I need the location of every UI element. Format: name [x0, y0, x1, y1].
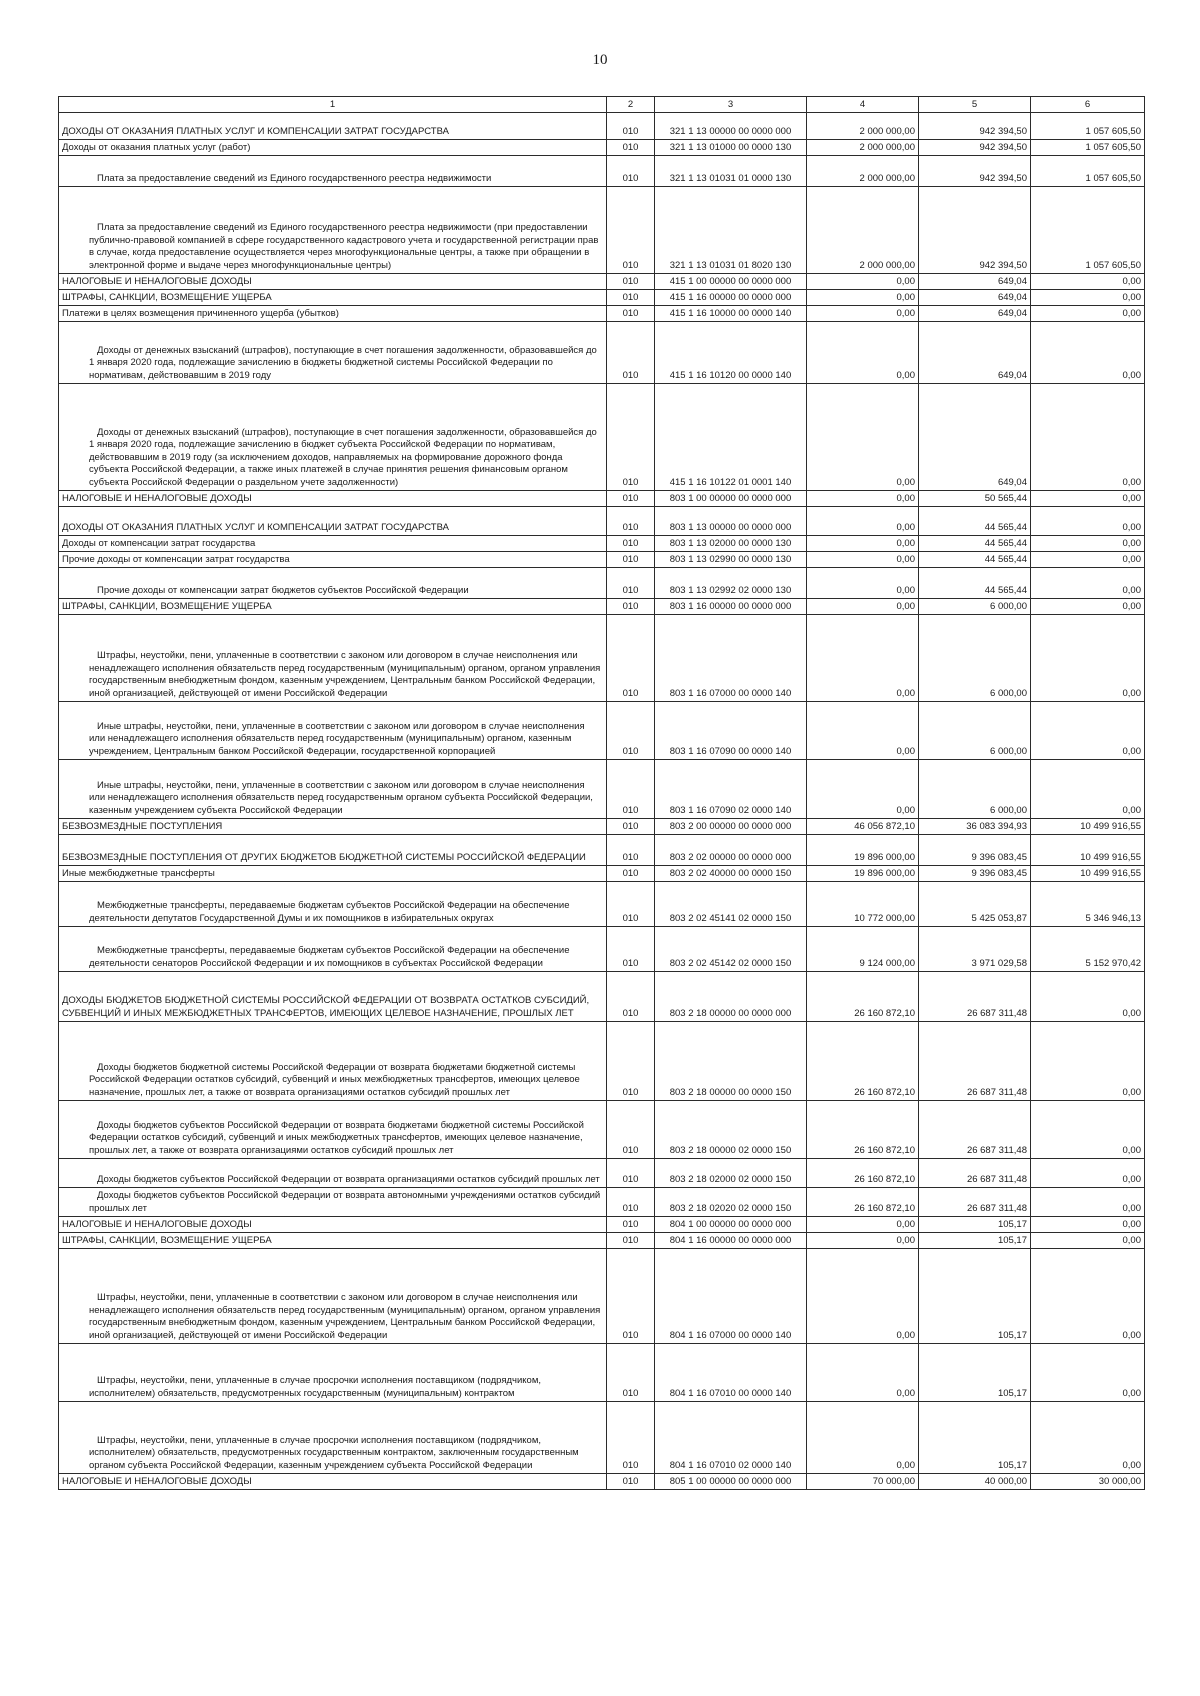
row-approved-amount: 0,00	[807, 491, 919, 507]
row-line-code: 010	[607, 1188, 655, 1217]
row-executed-amount: 26 687 311,48	[919, 1101, 1031, 1159]
table-row	[59, 384, 1145, 491]
row-executed-amount: 649,04	[919, 290, 1031, 306]
table-row	[59, 927, 1145, 972]
row-executed-amount: 44 565,44	[919, 507, 1031, 536]
row-name: Штрафы, неустойки, пени, уплаченные в соответствии с законом или договором в случае неисполнения или ненадлежащего исполнения обязательств перед государственным (муниципальным) органом, органом управления государственным внебюджетным фондом, казенным учреждением, Центральным банком Российской Федерации, иной организацией, действующей от имени Российской Федерации	[59, 615, 607, 702]
row-approved-amount: 0,00	[807, 599, 919, 615]
row-executed-amount: 26 687 311,48	[919, 972, 1031, 1022]
row-line-code: 010	[607, 306, 655, 322]
row-unexecuted-amount: 0,00	[1031, 702, 1145, 760]
row-line-code: 010	[607, 536, 655, 552]
row-budget-code: 804 1 16 00000 00 0000 000	[655, 1233, 807, 1249]
row-budget-code: 804 1 16 07000 00 0000 140	[655, 1249, 807, 1344]
row-line-code: 010	[607, 615, 655, 702]
row-budget-code: 803 1 13 00000 00 0000 000	[655, 507, 807, 536]
table-row	[59, 306, 1145, 322]
row-name: ШТРАФЫ, САНКЦИИ, ВОЗМЕЩЕНИЕ УЩЕРБА	[59, 599, 607, 615]
row-line-code: 010	[607, 156, 655, 187]
row-budget-code: 321 1 13 00000 00 0000 000	[655, 113, 807, 140]
row-unexecuted-amount: 0,00	[1031, 1101, 1145, 1159]
row-executed-amount: 942 394,50	[919, 113, 1031, 140]
row-executed-amount: 44 565,44	[919, 552, 1031, 568]
row-approved-amount: 0,00	[807, 306, 919, 322]
row-approved-amount: 2 000 000,00	[807, 187, 919, 274]
table-row	[59, 187, 1145, 274]
table-row	[59, 615, 1145, 702]
table-row	[59, 1233, 1145, 1249]
row-approved-amount: 70 000,00	[807, 1474, 919, 1490]
row-name: Иные штрафы, неустойки, пени, уплаченные в соответствии с законом или договором в случае неисполнения или ненадлежащего исполнения обязательств перед государственным (муниципальным) органом, казенным учреждением, Центральным банком Российской Федерации, государственной корпорацией	[59, 702, 607, 760]
row-executed-amount: 105,17	[919, 1249, 1031, 1344]
row-approved-amount: 0,00	[807, 507, 919, 536]
row-unexecuted-amount: 0,00	[1031, 290, 1145, 306]
row-line-code: 010	[607, 1344, 655, 1402]
row-executed-amount: 44 565,44	[919, 536, 1031, 552]
row-name: Доходы от денежных взысканий (штрафов), поступающие в счет погашения задолженности, образовавшейся до 1 января 2020 года, подлежащие зачислению в бюджет субъекта Российской Федерации по нормативам, действовавшим в 2019 году (за исключением доходов, направляемых на формирование дорожного фонда субъекта Российской Федерации, а также иных платежей в случае принятия решения финансовым органом субъекта Российской Федерации о раздельном учете задолженности)	[59, 384, 607, 491]
row-budget-code: 803 2 00 00000 00 0000 000	[655, 819, 807, 835]
row-executed-amount: 105,17	[919, 1402, 1031, 1474]
row-name: Межбюджетные трансферты, передаваемые бюджетам субъектов Российской Федерации на обеспечение деятельности сенаторов Российской Федерации и их помощников в субъектах Российской Федерации	[59, 927, 607, 972]
row-approved-amount: 19 896 000,00	[807, 835, 919, 866]
row-budget-code: 803 2 02 00000 00 0000 000	[655, 835, 807, 866]
row-budget-code: 803 1 16 07090 00 0000 140	[655, 702, 807, 760]
row-budget-code: 804 1 16 07010 02 0000 140	[655, 1402, 807, 1474]
row-line-code: 010	[607, 972, 655, 1022]
row-line-code: 010	[607, 140, 655, 156]
table-row	[59, 156, 1145, 187]
row-approved-amount: 0,00	[807, 1249, 919, 1344]
row-name: Плата за предоставление сведений из Единого государственного реестра недвижимости (при предоставлении публично-правовой компанией в сфере государственного кадастрового учета и государственной регистрации прав в случае, когда предоставление осуществляется через многофункциональные центры, а также при обращении в электронной форме и выдаче через многофункциональные центры)	[59, 187, 607, 274]
table-row	[59, 1159, 1145, 1188]
table-row	[59, 1022, 1145, 1101]
row-approved-amount: 26 160 872,10	[807, 1159, 919, 1188]
row-budget-code: 803 1 13 02992 02 0000 130	[655, 568, 807, 599]
row-line-code: 010	[607, 819, 655, 835]
column-number-row	[59, 97, 1145, 113]
row-executed-amount: 942 394,50	[919, 156, 1031, 187]
row-name: Плата за предоставление сведений из Единого государственного реестра недвижимости	[59, 156, 607, 187]
column-number: 1	[59, 97, 607, 113]
row-line-code: 010	[607, 384, 655, 491]
row-unexecuted-amount: 1 057 605,50	[1031, 140, 1145, 156]
row-executed-amount: 50 565,44	[919, 491, 1031, 507]
table-row	[59, 290, 1145, 306]
row-unexecuted-amount: 0,00	[1031, 972, 1145, 1022]
row-executed-amount: 649,04	[919, 306, 1031, 322]
row-name: Иные штрафы, неустойки, пени, уплаченные в соответствии с законом или договором в случае неисполнения или ненадлежащего исполнения обязательств перед государственным органом субъекта Российской Федерации, казенным учреждением субъекта Российской Федерации	[59, 760, 607, 819]
table-row	[59, 882, 1145, 927]
row-approved-amount: 2 000 000,00	[807, 113, 919, 140]
table-row	[59, 1402, 1145, 1474]
row-approved-amount: 0,00	[807, 615, 919, 702]
row-line-code: 010	[607, 866, 655, 882]
table-row	[59, 322, 1145, 384]
row-name: Штрафы, неустойки, пени, уплаченные в случае просрочки исполнения поставщиком (подрядчиком, исполнителем) обязательств, предусмотренных государственным контрактом, заключенным государственным органом субъекта Российской Федерации, казенным учреждением субъекта Российской Федерации	[59, 1402, 607, 1474]
column-number: 3	[655, 97, 807, 113]
row-budget-code: 415 1 16 10000 00 0000 140	[655, 306, 807, 322]
row-executed-amount: 6 000,00	[919, 702, 1031, 760]
row-line-code: 010	[607, 1159, 655, 1188]
row-name: Иные межбюджетные трансферты	[59, 866, 607, 882]
row-unexecuted-amount: 0,00	[1031, 536, 1145, 552]
row-approved-amount: 0,00	[807, 322, 919, 384]
row-unexecuted-amount: 0,00	[1031, 491, 1145, 507]
row-budget-code: 805 1 00 00000 00 0000 000	[655, 1474, 807, 1490]
table-row	[59, 1344, 1145, 1402]
row-line-code: 010	[607, 702, 655, 760]
row-line-code: 010	[607, 760, 655, 819]
row-approved-amount: 2 000 000,00	[807, 140, 919, 156]
row-unexecuted-amount: 5 152 970,42	[1031, 927, 1145, 972]
column-number: 4	[807, 97, 919, 113]
row-line-code: 010	[607, 491, 655, 507]
table-row	[59, 702, 1145, 760]
row-name: Доходы бюджетов субъектов Российской Федерации от возврата автономными учреждениями остатков субсидий прошлых лет	[59, 1188, 607, 1217]
table-row	[59, 507, 1145, 536]
row-executed-amount: 649,04	[919, 384, 1031, 491]
row-line-code: 010	[607, 113, 655, 140]
table-row	[59, 1188, 1145, 1217]
row-name: Доходы от денежных взысканий (штрафов), поступающие в счет погашения задолженности, образовавшейся до 1 января 2020 года, подлежащие зачислению в бюджеты бюджетной системы Российской Федерации по нормативам, действовавшим в 2019 году	[59, 322, 607, 384]
row-line-code: 010	[607, 1402, 655, 1474]
row-unexecuted-amount: 0,00	[1031, 760, 1145, 819]
row-executed-amount: 6 000,00	[919, 599, 1031, 615]
row-executed-amount: 649,04	[919, 322, 1031, 384]
row-approved-amount: 26 160 872,10	[807, 972, 919, 1022]
row-executed-amount: 9 396 083,45	[919, 835, 1031, 866]
row-unexecuted-amount: 0,00	[1031, 1022, 1145, 1101]
row-name: Доходы от оказания платных услуг (работ)	[59, 140, 607, 156]
row-executed-amount: 105,17	[919, 1233, 1031, 1249]
row-line-code: 010	[607, 274, 655, 290]
row-name: ДОХОДЫ БЮДЖЕТОВ БЮДЖЕТНОЙ СИСТЕМЫ РОССИЙСКОЙ ФЕДЕРАЦИИ ОТ ВОЗВРАТА ОСТАТКОВ СУБСИДИЙ, СУБВЕНЦИЙ И ИНЫХ МЕЖБЮДЖЕТНЫХ ТРАНСФЕРТОВ, ИМЕЮЩИХ ЦЕЛЕВОЕ НАЗНАЧЕНИЕ, ПРОШЛЫХ ЛЕТ	[59, 972, 607, 1022]
row-unexecuted-amount: 0,00	[1031, 306, 1145, 322]
row-executed-amount: 105,17	[919, 1344, 1031, 1402]
row-executed-amount: 942 394,50	[919, 187, 1031, 274]
table-row	[59, 113, 1145, 140]
row-approved-amount: 46 056 872,10	[807, 819, 919, 835]
row-budget-code: 803 2 02 45142 02 0000 150	[655, 927, 807, 972]
column-number: 2	[607, 97, 655, 113]
row-line-code: 010	[607, 882, 655, 927]
row-unexecuted-amount: 0,00	[1031, 1233, 1145, 1249]
row-name: НАЛОГОВЫЕ И НЕНАЛОГОВЫЕ ДОХОДЫ	[59, 1474, 607, 1490]
row-executed-amount: 36 083 394,93	[919, 819, 1031, 835]
row-name: БЕЗВОЗМЕЗДНЫЕ ПОСТУПЛЕНИЯ ОТ ДРУГИХ БЮДЖЕТОВ БЮДЖЕТНОЙ СИСТЕМЫ РОССИЙСКОЙ ФЕДЕРАЦИИ	[59, 835, 607, 866]
row-line-code: 010	[607, 187, 655, 274]
row-unexecuted-amount: 0,00	[1031, 1159, 1145, 1188]
table-row	[59, 1474, 1145, 1490]
row-name: НАЛОГОВЫЕ И НЕНАЛОГОВЫЕ ДОХОДЫ	[59, 491, 607, 507]
row-unexecuted-amount: 0,00	[1031, 1344, 1145, 1402]
row-name: Доходы от компенсации затрат государства	[59, 536, 607, 552]
row-approved-amount: 0,00	[807, 1344, 919, 1402]
row-budget-code: 803 2 18 00000 00 0000 150	[655, 1022, 807, 1101]
row-line-code: 010	[607, 599, 655, 615]
row-budget-code: 803 1 16 07000 00 0000 140	[655, 615, 807, 702]
row-name: НАЛОГОВЫЕ И НЕНАЛОГОВЫЕ ДОХОДЫ	[59, 1217, 607, 1233]
row-approved-amount: 2 000 000,00	[807, 156, 919, 187]
row-budget-code: 803 2 18 02000 02 0000 150	[655, 1159, 807, 1188]
row-budget-code: 804 1 00 00000 00 0000 000	[655, 1217, 807, 1233]
row-name: Прочие доходы от компенсации затрат государства	[59, 552, 607, 568]
row-budget-code: 803 2 18 00000 02 0000 150	[655, 1101, 807, 1159]
row-executed-amount: 44 565,44	[919, 568, 1031, 599]
row-executed-amount: 6 000,00	[919, 760, 1031, 819]
row-approved-amount: 0,00	[807, 552, 919, 568]
revenue-table	[58, 96, 1145, 1490]
row-budget-code: 415 1 16 10120 00 0000 140	[655, 322, 807, 384]
row-line-code: 010	[607, 927, 655, 972]
table-row	[59, 568, 1145, 599]
row-unexecuted-amount: 0,00	[1031, 384, 1145, 491]
row-line-code: 010	[607, 1249, 655, 1344]
row-approved-amount: 26 160 872,10	[807, 1022, 919, 1101]
row-approved-amount: 0,00	[807, 384, 919, 491]
row-line-code: 010	[607, 1101, 655, 1159]
row-executed-amount: 26 687 311,48	[919, 1022, 1031, 1101]
row-name: Штрафы, неустойки, пени, уплаченные в случае просрочки исполнения поставщиком (подрядчиком, исполнителем) обязательств, предусмотренных государственным (муниципальным) контрактом	[59, 1344, 607, 1402]
row-approved-amount: 0,00	[807, 702, 919, 760]
row-unexecuted-amount: 0,00	[1031, 599, 1145, 615]
row-budget-code: 803 2 18 00000 00 0000 000	[655, 972, 807, 1022]
row-approved-amount: 10 772 000,00	[807, 882, 919, 927]
row-approved-amount: 9 124 000,00	[807, 927, 919, 972]
column-number: 6	[1031, 97, 1145, 113]
table-row	[59, 599, 1145, 615]
row-unexecuted-amount: 10 499 916,55	[1031, 819, 1145, 835]
row-line-code: 010	[607, 1217, 655, 1233]
row-line-code: 010	[607, 507, 655, 536]
row-approved-amount: 0,00	[807, 1217, 919, 1233]
row-unexecuted-amount: 0,00	[1031, 1188, 1145, 1217]
row-executed-amount: 26 687 311,48	[919, 1159, 1031, 1188]
row-approved-amount: 0,00	[807, 1402, 919, 1474]
row-executed-amount: 5 425 053,87	[919, 882, 1031, 927]
row-budget-code: 321 1 13 01031 01 8020 130	[655, 187, 807, 274]
row-name: Доходы бюджетов бюджетной системы Российской Федерации от возврата бюджетами бюджетной системы Российской Федерации остатков субсидий, субвенций и иных межбюджетных трансфертов, имеющих целевое назначение, прошлых лет, а также от возврата организациями остатков субсидий прошлых лет	[59, 1022, 607, 1101]
table-row	[59, 972, 1145, 1022]
row-unexecuted-amount: 0,00	[1031, 274, 1145, 290]
row-executed-amount: 6 000,00	[919, 615, 1031, 702]
row-line-code: 010	[607, 1233, 655, 1249]
row-name: НАЛОГОВЫЕ И НЕНАЛОГОВЫЕ ДОХОДЫ	[59, 274, 607, 290]
row-budget-code: 803 2 02 40000 00 0000 150	[655, 866, 807, 882]
row-budget-code: 803 2 02 45141 02 0000 150	[655, 882, 807, 927]
row-executed-amount: 942 394,50	[919, 140, 1031, 156]
row-budget-code: 415 1 00 00000 00 0000 000	[655, 274, 807, 290]
row-name: ШТРАФЫ, САНКЦИИ, ВОЗМЕЩЕНИЕ УЩЕРБА	[59, 1233, 607, 1249]
row-line-code: 010	[607, 1474, 655, 1490]
row-name: ШТРАФЫ, САНКЦИИ, ВОЗМЕЩЕНИЕ УЩЕРБА	[59, 290, 607, 306]
row-budget-code: 321 1 13 01031 01 0000 130	[655, 156, 807, 187]
row-line-code: 010	[607, 568, 655, 599]
row-unexecuted-amount: 0,00	[1031, 507, 1145, 536]
row-unexecuted-amount: 0,00	[1031, 1402, 1145, 1474]
row-line-code: 010	[607, 835, 655, 866]
table-row	[59, 835, 1145, 866]
row-line-code: 010	[607, 552, 655, 568]
row-unexecuted-amount: 0,00	[1031, 322, 1145, 384]
row-name: БЕЗВОЗМЕЗДНЫЕ ПОСТУПЛЕНИЯ	[59, 819, 607, 835]
row-approved-amount: 26 160 872,10	[807, 1188, 919, 1217]
row-unexecuted-amount: 0,00	[1031, 552, 1145, 568]
row-name: Доходы бюджетов субъектов Российской Федерации от возврата бюджетами бюджетной системы Российской Федерации остатков субсидий, субвенций и иных межбюджетных трансфертов, имеющих целевое назначение, прошлых лет, а также от возврата организациями остатков субсидий прошлых лет	[59, 1101, 607, 1159]
row-approved-amount: 19 896 000,00	[807, 866, 919, 882]
row-unexecuted-amount: 0,00	[1031, 615, 1145, 702]
row-executed-amount: 3 971 029,58	[919, 927, 1031, 972]
row-executed-amount: 40 000,00	[919, 1474, 1031, 1490]
row-unexecuted-amount: 1 057 605,50	[1031, 113, 1145, 140]
row-unexecuted-amount: 0,00	[1031, 1217, 1145, 1233]
row-budget-code: 415 1 16 00000 00 0000 000	[655, 290, 807, 306]
row-approved-amount: 0,00	[807, 274, 919, 290]
row-line-code: 010	[607, 322, 655, 384]
row-line-code: 010	[607, 1022, 655, 1101]
row-unexecuted-amount: 1 057 605,50	[1031, 156, 1145, 187]
table-row	[59, 536, 1145, 552]
row-executed-amount: 9 396 083,45	[919, 866, 1031, 882]
page-number: 10	[592, 52, 608, 68]
row-unexecuted-amount: 1 057 605,50	[1031, 187, 1145, 274]
row-unexecuted-amount: 10 499 916,55	[1031, 835, 1145, 866]
row-line-code: 010	[607, 290, 655, 306]
row-name: Платежи в целях возмещения причиненного ущерба (убытков)	[59, 306, 607, 322]
row-approved-amount: 0,00	[807, 760, 919, 819]
table-row	[59, 1101, 1145, 1159]
row-unexecuted-amount: 10 499 916,55	[1031, 866, 1145, 882]
table-row	[59, 140, 1145, 156]
row-budget-code: 804 1 16 07010 00 0000 140	[655, 1344, 807, 1402]
row-unexecuted-amount: 0,00	[1031, 568, 1145, 599]
row-executed-amount: 105,17	[919, 1217, 1031, 1233]
row-name: ДОХОДЫ ОТ ОКАЗАНИЯ ПЛАТНЫХ УСЛУГ И КОМПЕНСАЦИИ ЗАТРАТ ГОСУДАРСТВА	[59, 113, 607, 140]
table-row	[59, 1249, 1145, 1344]
row-budget-code: 803 1 00 00000 00 0000 000	[655, 491, 807, 507]
row-budget-code: 803 1 13 02990 00 0000 130	[655, 552, 807, 568]
row-budget-code: 415 1 16 10122 01 0001 140	[655, 384, 807, 491]
row-unexecuted-amount: 0,00	[1031, 1249, 1145, 1344]
table-row	[59, 760, 1145, 819]
row-name: Доходы бюджетов субъектов Российской Федерации от возврата организациями остатков субсидий прошлых лет	[59, 1159, 607, 1188]
row-approved-amount: 0,00	[807, 1233, 919, 1249]
row-name: Штрафы, неустойки, пени, уплаченные в соответствии с законом или договором в случае неисполнения или ненадлежащего исполнения обязательств перед государственным (муниципальным) органом, органом управления государственным внебюджетным фондом, казенным учреждением, Центральным банком Российской Федерации, иной организацией, действующей от имени Российской Федерации	[59, 1249, 607, 1344]
row-executed-amount: 649,04	[919, 274, 1031, 290]
row-approved-amount: 0,00	[807, 568, 919, 599]
row-budget-code: 803 1 13 02000 00 0000 130	[655, 536, 807, 552]
row-name: Межбюджетные трансферты, передаваемые бюджетам субъектов Российской Федерации на обеспечение деятельности депутатов Государственной Думы и их помощников в избирательных округах	[59, 882, 607, 927]
row-unexecuted-amount: 5 346 946,13	[1031, 882, 1145, 927]
row-budget-code: 321 1 13 01000 00 0000 130	[655, 140, 807, 156]
row-budget-code: 803 1 16 07090 02 0000 140	[655, 760, 807, 819]
table-row	[59, 819, 1145, 835]
row-name: Прочие доходы от компенсации затрат бюджетов субъектов Российской Федерации	[59, 568, 607, 599]
row-budget-code: 803 1 16 00000 00 0000 000	[655, 599, 807, 615]
row-unexecuted-amount: 30 000,00	[1031, 1474, 1145, 1490]
table-row	[59, 866, 1145, 882]
row-approved-amount: 26 160 872,10	[807, 1101, 919, 1159]
row-budget-code: 803 2 18 02020 02 0000 150	[655, 1188, 807, 1217]
column-number: 5	[919, 97, 1031, 113]
row-name: ДОХОДЫ ОТ ОКАЗАНИЯ ПЛАТНЫХ УСЛУГ И КОМПЕНСАЦИИ ЗАТРАТ ГОСУДАРСТВА	[59, 507, 607, 536]
table-row	[59, 552, 1145, 568]
row-approved-amount: 0,00	[807, 290, 919, 306]
table-row	[59, 1217, 1145, 1233]
table-row	[59, 491, 1145, 507]
row-executed-amount: 26 687 311,48	[919, 1188, 1031, 1217]
table-row	[59, 274, 1145, 290]
row-approved-amount: 0,00	[807, 536, 919, 552]
